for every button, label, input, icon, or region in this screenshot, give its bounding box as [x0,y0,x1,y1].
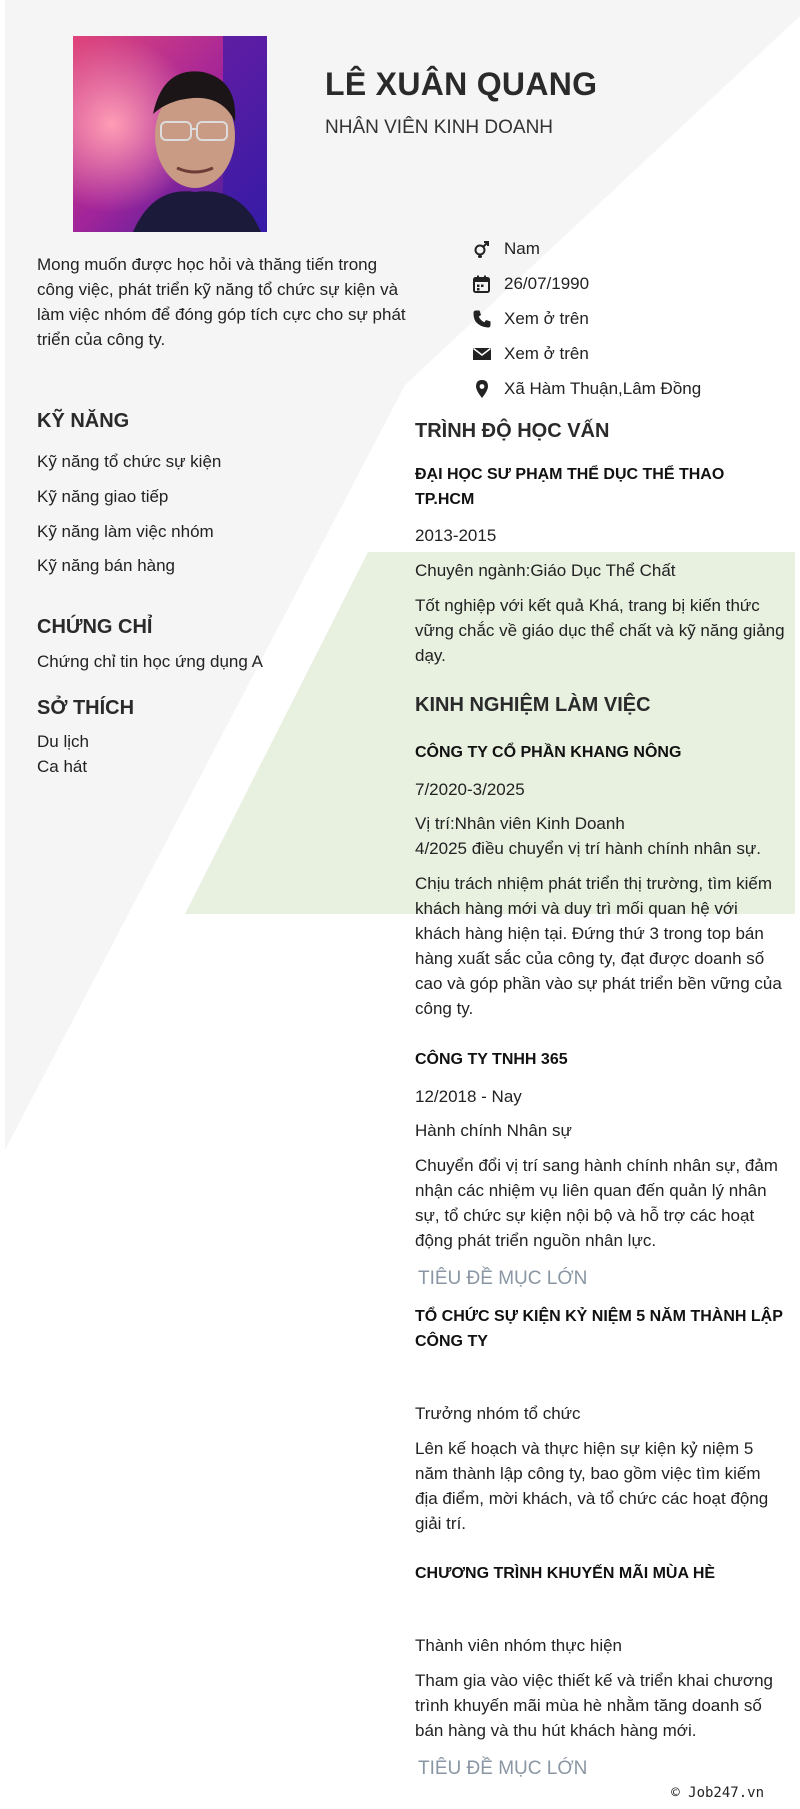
contact-email [472,336,792,371]
skill-item: Kỹ năng giao tiếp [37,487,169,506]
job-role: Vị trí:Nhân viên Kinh Doanh [415,814,625,833]
address-value: Xã Hàm Thuận,Lâm Đồng [504,378,702,398]
contact-gender [472,231,792,266]
footer-copyright: © Job247.vn [671,1785,764,1801]
contact-info [472,231,792,406]
job-role: Hành chính Nhân sự [415,1121,572,1140]
contact-birthday [472,266,792,301]
trailing-section-heading: TIÊU ĐỀ MỤC LỚN [418,1758,588,1779]
job-company: CÔNG TY CỔ PHẦN KHANG NÔNG [415,744,682,761]
project-title: TỔ CHỨC SỰ KIỆN KỶ NIỆM 5 NĂM THÀNH LẬP CÔNG TY [415,1308,783,1350]
projects-heading: TIÊU ĐỀ MỤC LỚN [418,1268,588,1289]
gender-icon [472,239,492,259]
project-title: CHƯƠNG TRÌNH KHUYẾN MÃI MÙA HÈ [415,1565,716,1582]
hobbies-heading: SỞ THÍCH [37,697,135,719]
education-major: Chuyên ngành:Giáo Dục Thể Chất [415,561,676,580]
skills-heading: KỸ NĂNG [37,410,130,432]
candidate-position: NHÂN VIÊN KINH DOANH [325,117,554,138]
skill-item: Kỹ năng bán hàng [37,556,176,575]
calendar-icon [472,274,492,294]
career-objective: Mong muốn được học hỏi và thăng tiến trong công việc, phát triển kỹ năng tổ chức sự kiện và làm việc nhóm để đóng góp tích cực cho sự phát triển của công ty. [37,255,406,349]
map-pin-icon [472,379,492,399]
education-heading: TRÌNH ĐỘ HỌC VẤN [415,420,610,442]
project-role: Trưởng nhóm tổ chức [415,1404,581,1423]
job-description: Chuyển đổi vị trí sang hành chính nhân sự, đảm nhận các nhiệm vụ liên quan đến quản lý nhân sự, tổ chức sự kiện nội bộ và hỗ trợ các hoạt động phát triển nguồn nhân lực. [415,1156,778,1250]
certificates-heading: CHỨNG CHỈ [37,616,153,638]
phone-value: Xem ở trên [504,308,589,328]
job-company: CÔNG TY TNHH 365 [415,1051,568,1068]
job-role-note: 4/2025 điều chuyển vị trí hành chính nhân sự. [415,839,761,858]
project-description: Tham gia vào việc thiết kế và triển khai chương trình khuyến mãi mùa hè nhằm tăng doanh số bán hàng và thu hút khách hàng mới. [415,1671,773,1740]
school-name: ĐẠI HỌC SƯ PHẠM THỂ DỤC THỂ THAO TP.HCM [415,466,725,508]
job-description: Chịu trách nhiệm phát triển thị trường, tìm kiếm khách hàng mới và duy trì mối quan hệ với khách hàng hiện tại. Đứng thứ 3 trong top bán hàng xuất sắc của công ty, đạt được doanh số cao và góp phần vào sự phát triển bền vững của công ty. [415,874,782,1018]
gender-value: Nam [504,238,540,258]
candidate-name: LÊ XUÂN QUANG [325,66,598,102]
hobby-item: Du lịch [37,732,89,751]
phone-icon [472,309,492,329]
hobby-item: Ca hát [37,757,88,776]
experience-heading: KINH NGHIỆM LÀM VIỆC [415,694,651,716]
email-value: Xem ở trên [504,343,589,363]
education-period: 2013-2015 [415,526,497,545]
birthday-value: 26/07/1990 [504,273,590,293]
project-role: Thành viên nhóm thực hiện [415,1636,623,1655]
contact-address [472,371,792,406]
skill-item: Kỹ năng tổ chức sự kiện [37,452,222,471]
certificate-item: Chứng chỉ tin học ứng dụng A [37,652,263,671]
job-period: 7/2020-3/2025 [415,780,525,799]
education-description: Tốt nghiệp với kết quả Khá, trang bị kiến thức vững chắc về giáo dục thể chất và kỹ năng giảng dạy. [415,596,785,665]
project-description: Lên kế hoạch và thực hiện sự kiện kỷ niệm 5 năm thành lập công ty, bao gồm việc tìm kiếm địa điểm, mời khách, và tổ chức các hoạt động giải trí. [415,1439,769,1533]
profile-photo [73,36,267,232]
envelope-icon [472,344,492,364]
contact-phone [472,301,792,336]
job-period: 12/2018 - Nay [415,1087,522,1106]
skill-item: Kỹ năng làm việc nhóm [37,522,214,541]
